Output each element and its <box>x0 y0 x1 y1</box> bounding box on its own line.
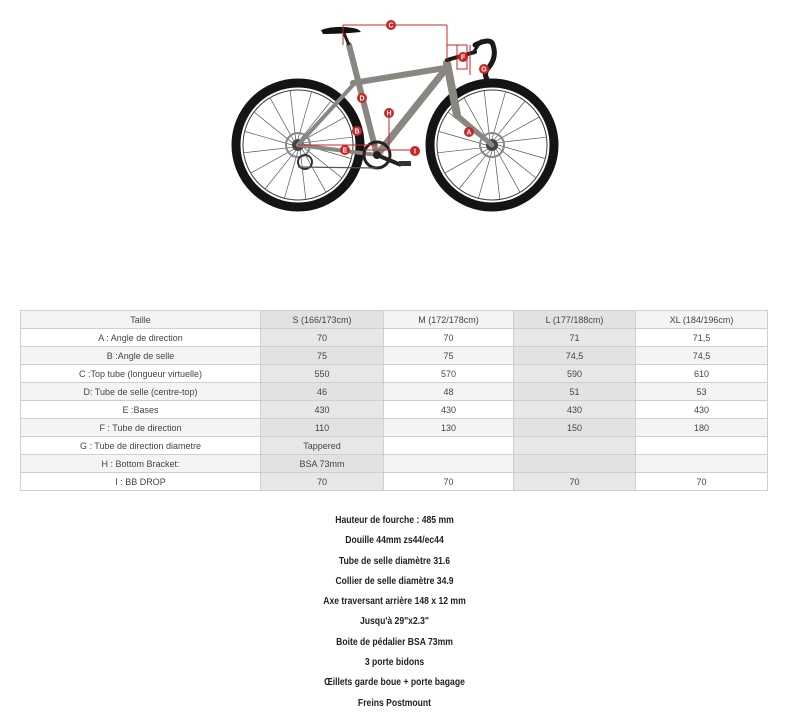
table-header-cell: XL (184/196cm) <box>636 311 768 329</box>
table-cell <box>514 437 636 455</box>
table-cell: 48 <box>384 383 514 401</box>
row-label-cell: B :Angle de selle <box>21 347 261 365</box>
table-cell: 70 <box>261 329 384 347</box>
table-cell: 430 <box>384 401 514 419</box>
dimension-marker-f <box>458 52 468 62</box>
table-cell: 75 <box>261 347 384 365</box>
spoke <box>478 151 492 198</box>
table-cell: 71 <box>514 329 636 347</box>
dimension-marker-d <box>357 93 367 103</box>
table-cell <box>514 455 636 473</box>
bike-geometry-diagram <box>225 15 565 215</box>
table-row <box>21 419 768 437</box>
table-cell: Tappered <box>261 437 384 455</box>
dimension-marker-h <box>384 108 394 118</box>
svg-text:F: F <box>460 54 466 62</box>
table-cell <box>384 455 514 473</box>
table-row <box>21 347 768 365</box>
svg-text:H: H <box>386 110 392 118</box>
spoke <box>244 147 293 153</box>
spoke <box>284 151 298 198</box>
table-cell: 430 <box>636 401 768 419</box>
row-label-cell: F : Tube de direction <box>21 419 261 437</box>
table-cell: 570 <box>384 365 514 383</box>
dimension-marker-a <box>464 127 474 137</box>
dimension-marker-g <box>479 64 489 74</box>
table-header-cell: M (172/178cm) <box>384 311 514 329</box>
table-cell: 610 <box>636 365 768 383</box>
spoke <box>494 151 500 200</box>
row-label-cell: A : Angle de direction <box>21 329 261 347</box>
table-cell <box>384 437 514 455</box>
spoke <box>304 137 353 143</box>
table-cell: 71,5 <box>636 329 768 347</box>
row-label-cell: H : Bottom Bracket: <box>21 455 261 473</box>
spec-line: 3 porte bidons <box>364 657 425 669</box>
table-header-row <box>21 311 768 329</box>
spec-line: Axe traversant arrière 148 x 12 mm <box>323 596 466 608</box>
table-header-cell: S (166/173cm) <box>261 311 384 329</box>
table-cell: 150 <box>514 419 636 437</box>
table-cell: 110 <box>261 419 384 437</box>
table-cell: 130 <box>384 419 514 437</box>
table-cell: BSA 73mm <box>261 455 384 473</box>
spec-line: Œillets garde boue + porte bagage <box>324 677 465 689</box>
table-row <box>21 455 768 473</box>
spec-line: Jusqu'à 29"x2.3" <box>359 616 429 628</box>
handlebar <box>447 41 494 79</box>
dimension-marker-b <box>352 126 362 136</box>
table-cell: 70 <box>636 473 768 491</box>
table-cell: 590 <box>514 365 636 383</box>
table-cell: 550 <box>261 365 384 383</box>
table-cell: 70 <box>261 473 384 491</box>
svg-text:G: G <box>481 66 487 74</box>
spoke <box>300 151 306 200</box>
table-cell: 70 <box>384 473 514 491</box>
row-label-cell: D: Tube de selle (centre-top) <box>21 383 261 401</box>
table-row <box>21 401 768 419</box>
spoke <box>438 147 487 153</box>
table-row <box>21 365 768 383</box>
dimension-marker-c <box>386 20 396 30</box>
spoke <box>498 137 547 143</box>
table-cell: 51 <box>514 383 636 401</box>
spec-line: Boite de pédalier BSA 73mm <box>336 636 453 648</box>
table-cell: 74,5 <box>514 347 636 365</box>
table-cell: 74,5 <box>636 347 768 365</box>
svg-text:A: A <box>466 129 472 137</box>
table-cell: 53 <box>636 383 768 401</box>
table-cell: 430 <box>261 401 384 419</box>
table-header-cell: L (177/188cm) <box>514 311 636 329</box>
table-row <box>21 437 768 455</box>
row-label-cell: G : Tube de direction diametre <box>21 437 261 455</box>
spoke <box>498 145 545 159</box>
table-row <box>21 329 768 347</box>
svg-text:B: B <box>354 128 360 136</box>
bike-geometry-figure <box>225 15 565 215</box>
row-label-cell: C :Top tube (longueur virtuelle) <box>21 365 261 383</box>
spec-list <box>0 511 789 714</box>
svg-text:I: I <box>414 148 416 156</box>
table-row <box>21 473 768 491</box>
spoke <box>245 131 292 145</box>
dimension-marker-e <box>340 145 350 155</box>
row-label-cell: E :Bases <box>21 401 261 419</box>
spoke <box>290 91 296 140</box>
spoke <box>484 91 490 140</box>
spec-line: Freins Postmount <box>357 697 432 709</box>
svg-text:E: E <box>342 147 348 155</box>
table-cell: 75 <box>384 347 514 365</box>
table-header-cell: Taille <box>21 311 261 329</box>
table-cell: 180 <box>636 419 768 437</box>
row-label-cell: I : BB DROP <box>21 473 261 491</box>
table-cell <box>636 455 768 473</box>
saddle <box>321 27 361 45</box>
dimension-marker-i <box>410 146 420 156</box>
spec-line: Hauteur de fourche : 485 mm <box>335 515 454 526</box>
table-cell: 46 <box>261 383 384 401</box>
table-cell: 430 <box>514 401 636 419</box>
svg-text:D: D <box>359 95 365 103</box>
geometry-table <box>20 310 768 491</box>
table-cell: 70 <box>384 329 514 347</box>
table-cell: 70 <box>514 473 636 491</box>
spec-line: Collier de selle diamètre 34.9 <box>335 575 454 587</box>
table-row <box>21 383 768 401</box>
spec-line: Douille 44mm zs44/ec44 <box>345 535 444 547</box>
svg-text:C: C <box>388 22 394 30</box>
spoke <box>492 92 506 139</box>
table-cell <box>636 437 768 455</box>
spec-line: Tube de selle diamètre 31.6 <box>338 555 451 567</box>
